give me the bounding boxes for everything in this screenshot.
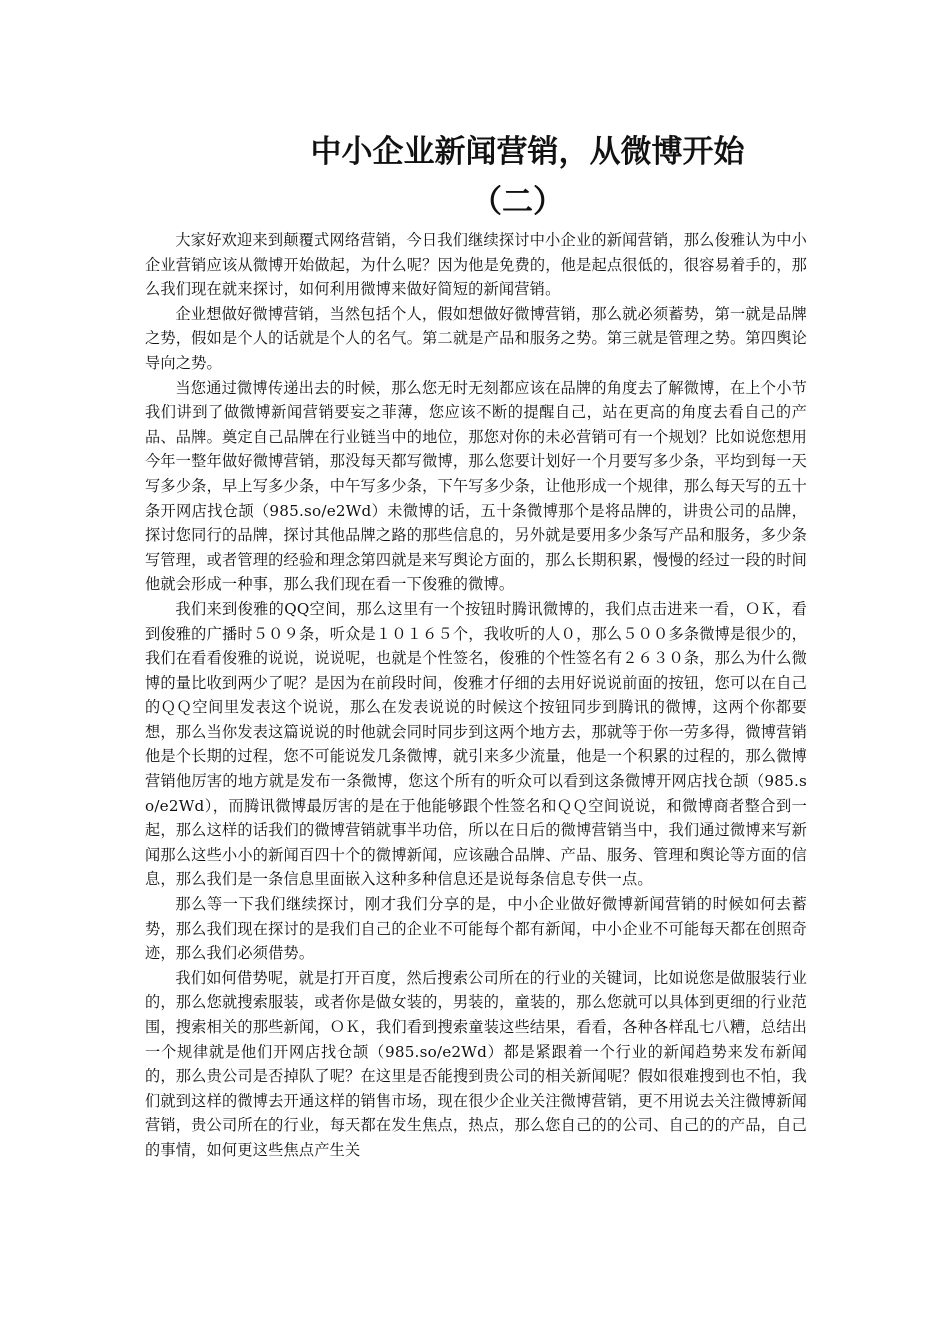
document-title: 中小企业新闻营销，从微博开始	[310, 134, 745, 170]
paragraph-6: 我们如何借势呢，就是打开百度，然后搜索公司所在的行业的关键词，比如说您是做服装行业的，那么您就搜索服装，或者你是做女装的，男装的，童装的，那么您就可以具体到更细的行业范围，搜索相关的那些新闻，ＯＫ，我们看到搜索童装这些结果，看看，各种各样乱七八糟，总结出一个规律就是他们开网店找仓颉（985.so/e2Wd）都是紧跟着一个行业的新闻趋势来发布新闻的，那么贵公司是否掉队了呢？在这里是否能搜到贵公司的相关新闻呢？假如很难搜到也不怕，我们就到这样的微博去开通这样的销售市场，现在很少企业关注微博营销，更不用说去关注微博新闻营销，贵公司所在的行业，每天都在发生焦点，热点，那么您自己的的公司、自己的的产品，自己的事情，如何更这些焦点产生关	[145, 968, 807, 1159]
paragraph-1: 大家好欢迎来到颠覆式网络营销，今日我们继续探讨中小企业的新闻营销，那么俊雅认为中小企业营销应该从微博开始做起，为什么呢？因为他是免费的，他是起点很低的，很容易着手的，那么我们现在就来探讨，如何利用微博来做好简短的新闻营销。	[145, 231, 807, 299]
paragraph-3: 当您通过微博传递出去的时候，那么您无时无刻都应该在品牌的角度去了解微博，在上个小节我们讲到了做微博新闻营销要妄之菲薄，您应该不断的提醒自己，站在更高的角度去看自己的产品、品牌。奠定自己品牌在行业链当中的地位，那您对你的未必营销可有一个规划？比如说您想用今年一整年做好微博营销，那没每天都写微博，那么您要计划好一个月要写多少条，平均到每一天写多少条，早上写多少条，中午写多少条，下午写多少条，让他形成一个规律，那么每天写的五十条开网店找仓颉（985.so/e2Wd）未微博的话，五十条微博那个是将品牌的，讲贵公司的品牌，探讨您同行的品牌，探讨其他品牌之路的那些信息的，另外就是要用多少条写产品和服务，多少条写管理，或者管理的经验和理念第四就是来写舆论方面的，那么长期积累，慢慢的经过一段的时间他就会形成一种事，那么我们现在看一下俊雅的微博。	[145, 378, 807, 594]
paragraph-5: 那么等一下我们继续探讨，刚才我们分享的是，中小企业做好微博新闻营销的时候如何去蓄势，那么我们现在探讨的是我们自己的企业不可能每个都有新闻，中小企业不可能每天都在创照奇迹，那么我们必须借势。	[145, 895, 807, 963]
document-body	[145, 228, 807, 1163]
paragraph-4: 我们来到俊雅的QQ空间，那么这里有一个按钮时腾讯微博的，我们点击进来一看，ＯＫ，看到俊雅的广播时５０９条，听众是１０１６５个，我收听的人０，那么５００多条微博是很少的，我们在看看俊雅的说说，说说呢，也就是个性签名，俊雅的个性签名有２６３０条，那么为什么微博的量比收到两少了呢？是因为在前段时间，俊雅才仔细的去用好说说前面的按钮，您可以在自己的ＱＱ空间里发表这个说说，那么在发表说说的时候这个按钮同步到腾讯的微博，这两个你都要想，那么当你发表这篇说说的时他就会同时同步到这两个地方去，那就等于你一劳多得，微博营销他是个长期的过程，您不可能说发几条微博，就引来多少流量，他是一个积累的过程的，那么微博营销他厉害的地方就是发布一条微博，您这个所有的听众可以看到这条微博开网店找仓颉（985.so/e2Wd），而腾讯微博最厉害的是在于他能够跟个性签名和ＱＱ空间说说，和微博商者整合到一起，那么这样的话我们的微博营销就事半功倍，所以在日后的微博营销当中，我们通过微博来写新闻那么这些小小的新闻百四十个的微博新闻，应该融合品牌、产品、服务、管理和舆论等方面的信息，那么我们是一条信息里面嵌入这种多种信息还是说每条信息专供一点。	[145, 599, 807, 889]
document-subtitle: （二）	[471, 184, 564, 220]
paragraph-2: 企业想做好微博营销，当然包括个人，假如想做好微博营销，那么就必须蓄势，第一就是品牌之势，假如是个人的话就是个人的名气。第二就是产品和服务之势。第三就是管理之势。第四舆论导向之势。	[145, 304, 807, 372]
